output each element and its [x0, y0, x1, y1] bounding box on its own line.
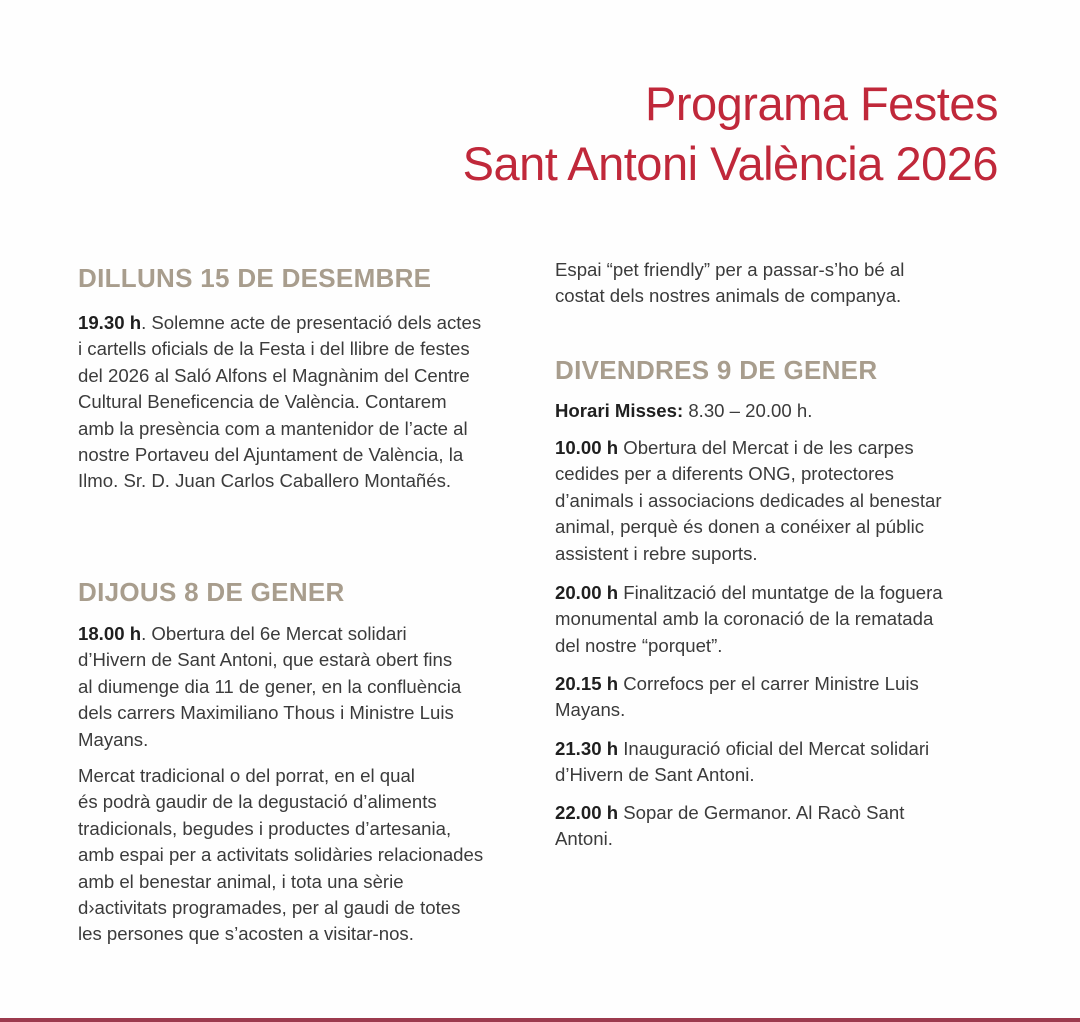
- bottom-divider: [0, 1018, 1080, 1022]
- event-time: 22.00 h: [555, 802, 619, 823]
- event-entry-20-00: 20.00 h Finalització del muntatge de la foguera monumental amb la coronació de la rematada del nostre “porquet”.: [555, 582, 943, 656]
- event-entry-20-15: 20.15 h Correfocs per el carrer Ministre Luis Mayans.: [555, 673, 919, 721]
- event-entry-22-00: 22.00 h Sopar de Germanor. Al Racò Sant Antoni.: [555, 802, 905, 850]
- event-entry-18-00: 18.00 h. Obertura del 6e Mercat solidari d’Hivern de Sant Antoni, que estarà obert fins al diumenge dia 11 de gener, en la confluència dels carrers Maximiliano Thous i Ministre Luis Mayans.: [78, 623, 462, 750]
- mass-schedule-label: Horari Misses:: [555, 400, 684, 421]
- event-time: 10.00 h: [555, 437, 619, 458]
- event-time: 21.30 h: [555, 738, 619, 759]
- pet-friendly-continuation: Espai “pet friendly” per a passar-s’ho bé al costat dels nostres animals de companya.: [555, 259, 905, 307]
- event-entry-19-30: 19.30 h. Solemne acte de presentació dels actes i cartells oficials de la Festa i del llibre de festes del 2026 al Saló Alfons el Magnànim del Centre Cultural Beneficencia de València. Contarem amb la presència com a mantenidor de l’acte al nostre Portaveu del Ajuntament de València, la Ilmo. Sr. D. Juan Carlos Caballero Montañés.: [78, 312, 482, 492]
- program-title: [463, 74, 998, 194]
- event-entry-10-00: 10.00 h Obertura del Mercat i de les carpes cedides per a diferents ONG, protectores d’animals i associacions dedicades al benestar animal, perquè és donen a conéixer al públic assistent i rebre suports.: [555, 437, 942, 564]
- event-time: 20.15 h: [555, 673, 619, 694]
- day-heading-dijous-8-gener: DIJOUS 8 DE GENER: [78, 577, 345, 607]
- event-entry-21-30: 21.30 h Inauguració oficial del Mercat solidari d’Hivern de Sant Antoni.: [555, 738, 930, 786]
- mass-schedule: [555, 398, 812, 424]
- title-line-2: Sant Antoni València 2026: [462, 137, 998, 190]
- event-time: 19.30 h: [78, 312, 142, 333]
- event-time: 18.00 h: [78, 623, 142, 644]
- market-description: Mercat tradicional o del porrat, en el qual és podrà gaudir de la degustació d’aliments tradicionals, begudes i productes d’artesania, amb espai per a activitats solidàries relacionades amb el benestar animal, i tota una sèrie d›activitats programades, per al gaudi de totes les persones que s’acosten a visitar-nos.: [78, 765, 484, 945]
- mass-schedule-value: 8.30 – 20.00 h.: [683, 400, 813, 421]
- title-line-1: Programa Festes: [645, 77, 998, 130]
- event-time: 20.00 h: [555, 582, 619, 603]
- day-heading-divendres-9-gener: DIVENDRES 9 DE GENER: [555, 355, 878, 385]
- day-heading-dilluns-15-desembre: DILLUNS 15 DE DESEMBRE: [78, 263, 432, 293]
